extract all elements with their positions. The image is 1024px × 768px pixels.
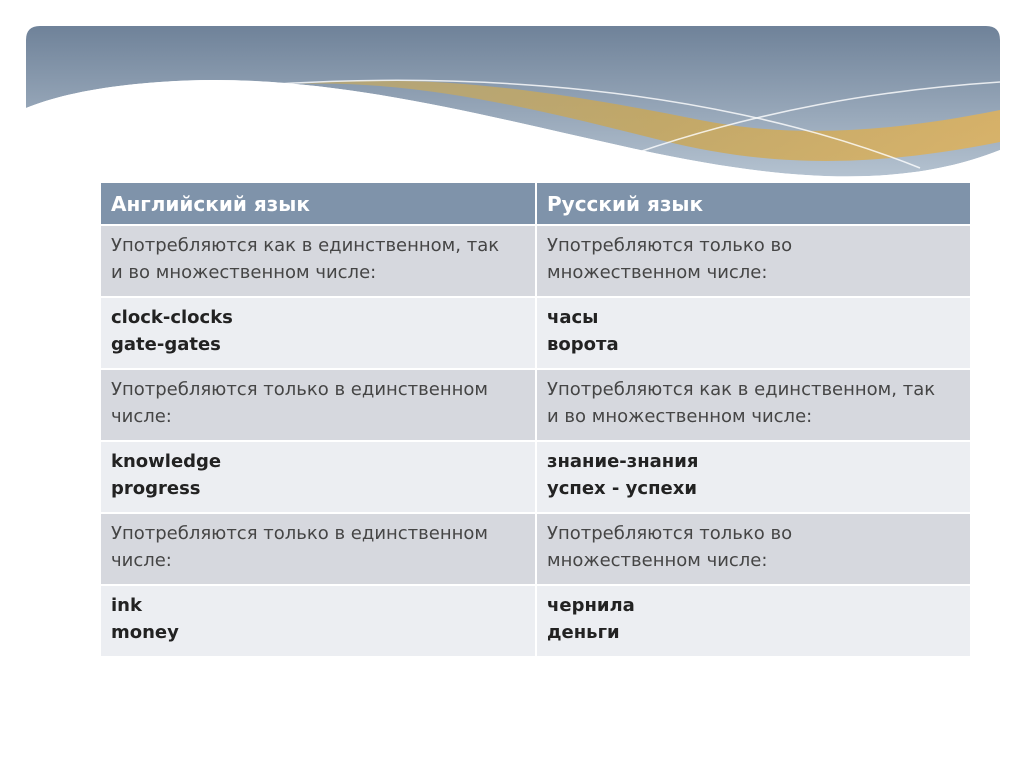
cell-line: Употребляются как в единственном, так	[547, 379, 936, 400]
cell-line: числе:	[111, 550, 172, 571]
cell-line: деньги	[547, 622, 620, 643]
english-cell	[101, 369, 536, 441]
russian-cell	[536, 225, 970, 297]
russian-cell	[536, 513, 970, 585]
russian-cell	[536, 585, 970, 656]
cell-line: успех - успехи	[547, 478, 697, 499]
cell-line: Употребляются только в единственном	[111, 523, 488, 544]
cell-line: чернила	[547, 595, 635, 616]
cell-line: Употребляются как в единственном, так	[111, 235, 500, 256]
cell-line: Употребляются только в единственном	[111, 379, 488, 400]
cell-line: Употребляются только во	[547, 235, 793, 256]
english-cell	[101, 225, 536, 297]
cell-line: ink	[111, 595, 142, 616]
cell-line: gate-gates	[111, 334, 221, 355]
table-row	[101, 297, 970, 369]
table-row	[101, 441, 970, 513]
table-row	[101, 369, 970, 441]
cell-line: множественном числе:	[547, 550, 768, 571]
english-cell	[101, 297, 536, 369]
cell-line: ворота	[547, 334, 619, 355]
cell-line: progress	[111, 478, 201, 499]
english-cell	[101, 585, 536, 656]
table-row	[101, 225, 970, 297]
cell-line: knowledge	[111, 451, 222, 472]
cell-line: и во множественном числе:	[111, 262, 377, 283]
cell-line: множественном числе:	[547, 262, 768, 283]
header-russian: Русский язык	[536, 183, 970, 225]
cell-line: числе:	[111, 406, 172, 427]
cell-line: Употребляются только во	[547, 523, 793, 544]
russian-cell	[536, 441, 970, 513]
comparison-table	[101, 183, 970, 656]
comparison-table-container	[101, 183, 970, 656]
english-cell	[101, 513, 536, 585]
russian-cell	[536, 369, 970, 441]
cell-line: money	[111, 622, 179, 643]
table-row	[101, 513, 970, 585]
english-cell	[101, 441, 536, 513]
cell-line: clock-clocks	[111, 307, 233, 328]
cell-line: часы	[547, 307, 599, 328]
header-english: Английский язык	[101, 183, 536, 225]
decorative-banner	[0, 0, 1024, 200]
cell-line: знание-знания	[547, 451, 699, 472]
russian-cell	[536, 297, 970, 369]
table-row	[101, 585, 970, 656]
table-header-row	[101, 183, 970, 225]
cell-line: и во множественном числе:	[547, 406, 813, 427]
